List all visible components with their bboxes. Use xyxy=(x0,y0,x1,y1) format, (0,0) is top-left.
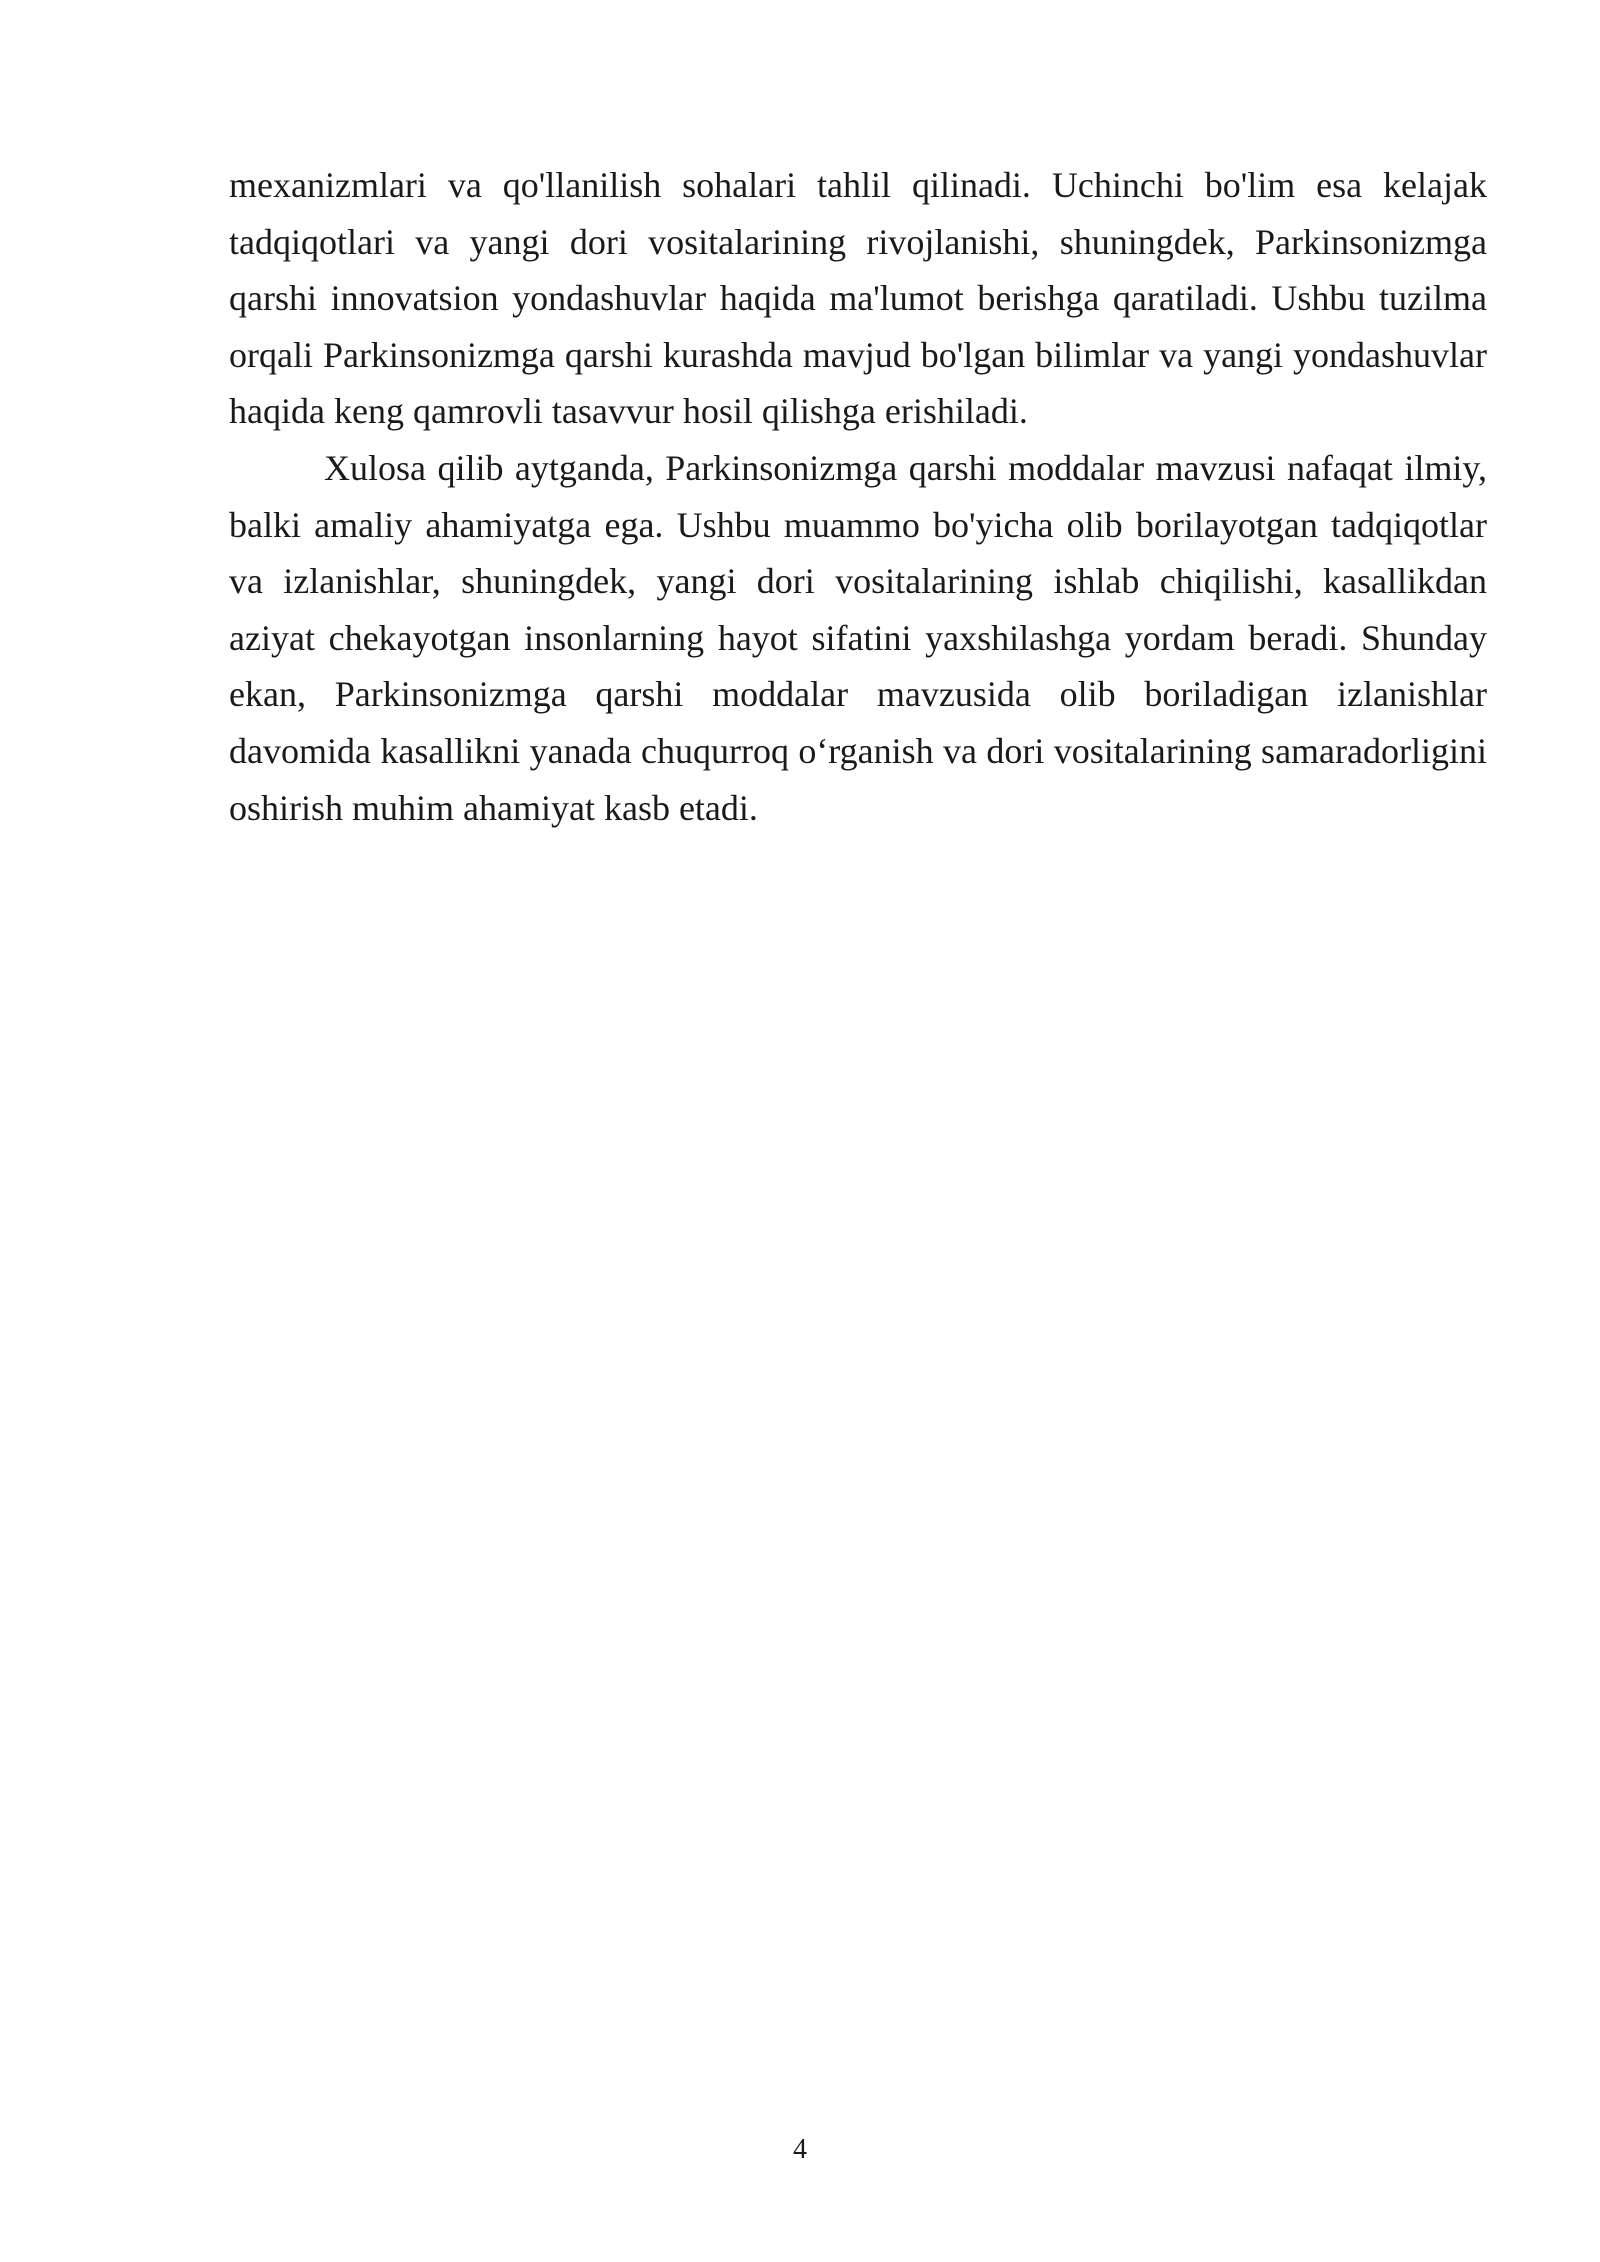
paragraph-conclusion: Xulosa qilib aytganda, Parkinsonizmga qarshi moddalar mavzusi nafaqat ilmiy, balki amaliy ahamiyatga ega. Ushbu muammo bo'yicha olib borilayotgan tadqiqotlar va izlanishlar, shuningdek, yangi dori vositalarining ishlab chiqilishi, kasallikdan aziyat chekayotgan insonlarning hayot sifatini yaxshilashga yordam beradi. Shunday ekan, Parkinsonizmga qarshi moddalar mavzusida olib boriladigan izlanishlar davomida kasallikni yanada chuqurroq o‘rganish va dori vositalarining samaradorligini oshirish muhim ahamiyat kasb etadi. xyxy=(229,447,1487,828)
body-text xyxy=(229,157,1487,836)
paragraph-continuation: mexanizmlari va qo'llanilish sohalari tahlil qilinadi. Uchinchi bo'lim esa kelajak tadqiqotlari va yangi dori vositalarining rivojlanishi, shuningdek, Parkinsonizmga qarshi innovatsion yondashuvlar haqida ma'lumot berishga qaratiladi. Ushbu tuzilma orqali Parkinsonizmga qarshi kurashda mavjud bo'lgan bilimlar va yangi yondashuvlar haqida keng qamrovli tasavvur hosil qilishga erishiladi. xyxy=(229,165,1487,432)
page-number: 4 xyxy=(793,2134,807,2165)
